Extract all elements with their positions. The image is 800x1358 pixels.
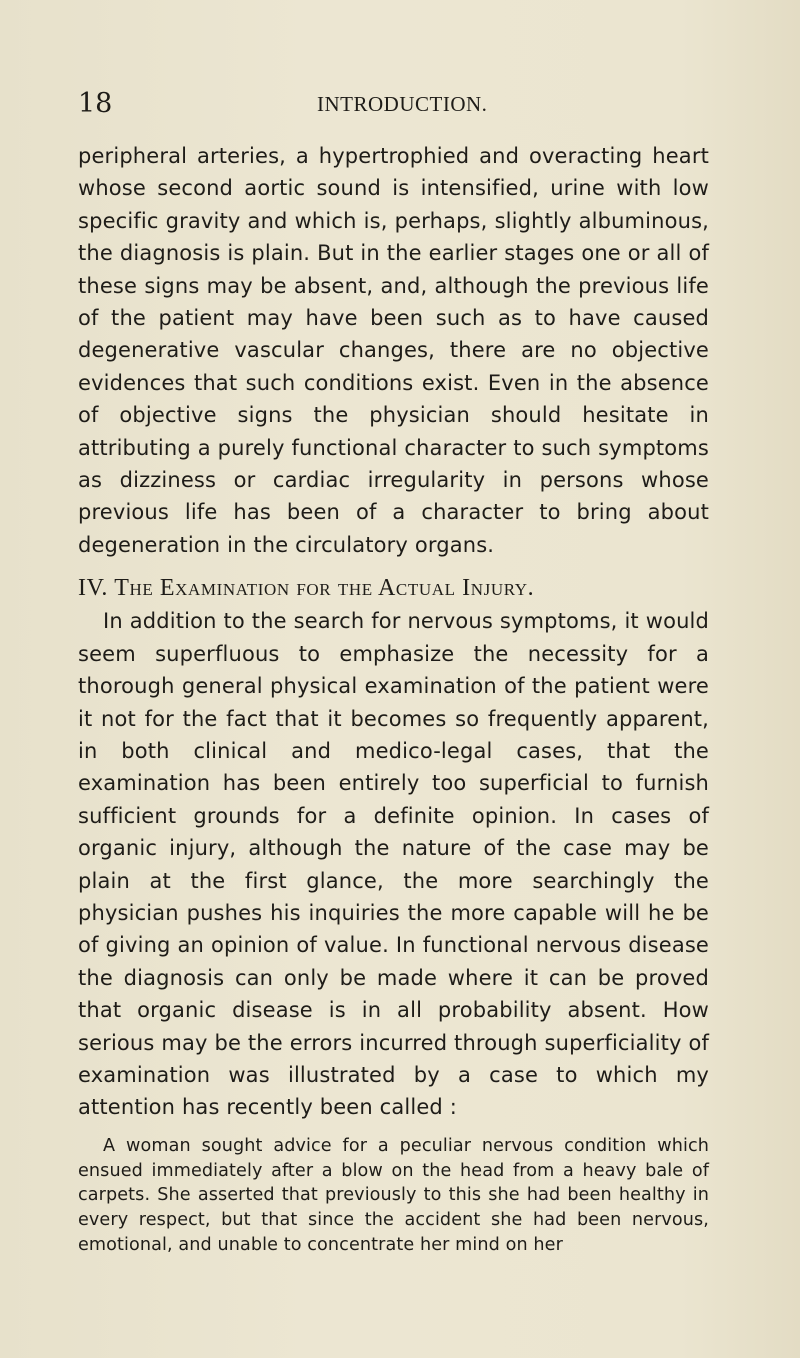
paragraph-examination: In addition to the search for nervous symptoms, it would seem superfluous to emphasize the necessity for a thorough general physical examination of the patient were it not for the fact that it becomes so frequently apparent, in both clinical and medico-legal cases, that the examination has been entirely too superficial to furnish sufficient grounds for a definite opinion. In cases of organic injury, although the nature of the case may be plain at the first glance, the more searchingly the physician pushes his inquiries the more capable will he be of giving an opinion of value. In functional nervous disease the diagnosis can only be made where it can be proved that organic disease is in all probability absent. How serious may be the errors incurred through superficiality of examination was illustrated by a case to which my attention has recently been called : — [78, 609, 709, 1120]
running-head-title: INTRODUCTION. — [317, 92, 488, 116]
running-head — [78, 88, 718, 118]
section-heading: IV. The Examination for the Actual Injury. — [78, 575, 535, 602]
paragraph-arteries: peripheral arteries, a hypertrophied and overacting heart whose second aortic sound is intensified, urine with low specific gravity and which is, perhaps, slightly albuminous, the diagnosis is plain. But in the earlier stages one or all of these signs may be absent, and, although the previous life of the patient may have been such as to have caused degenerative vascular changes, there are no objective evidences that such conditions exist. Even in the absence of objective signs the physician should hesitate in attributing a purely functional character to such symptoms as dizziness or cardiac irregularity in persons whose previous life has been of a character to bring about degeneration in the circulatory organs. — [78, 144, 709, 557]
body-text — [78, 140, 709, 1258]
page-number: 18 — [78, 88, 113, 119]
paragraph-case-report: A woman sought advice for a peculiar nervous condition which ensued immediately after a blow on the head from a heavy bale of carpets. She asserted that previously to this she had been healthy in every respect, but that since the accident she had been nervous, emotional, and unable to concentrate her mind on her — [78, 1135, 709, 1255]
